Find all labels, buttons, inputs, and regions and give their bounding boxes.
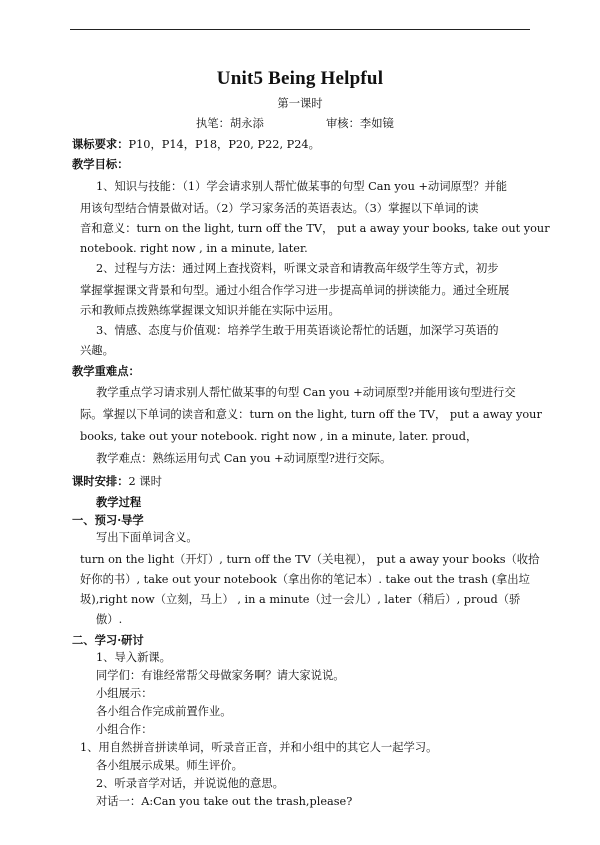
schedule-value: 2 课时 [128,475,162,488]
objectives-line: 掌握掌握课文背景和句型。通过小组合作学习进一步提高单词的拼读能力。通过全班展 [80,284,510,297]
reviewer-credit: 审核：李如镜 [326,117,394,130]
document-title: Unit5 Being Helpful [216,68,384,89]
study-line: 1、用自然拼音拼读单词，听录音正音，并和小组中的其它人一起学习。 [80,741,438,754]
objectives-line: 2、过程与方法：通过网上查找资料，听课文录音和请教高年级学生等方式，初步 [96,262,499,275]
study-line: 小组合作： [96,723,153,736]
section-heading-preview: 一、预习·导学 [72,513,144,527]
key-points-line: books, take out your notebook. right now , in a minute, later. proud， [80,430,478,443]
preview-line: 傲）. [96,613,123,626]
study-line: 同学们：有谁经常帮父母做家务啊？请大家说说。 [96,669,345,682]
author-credit: 执笔：胡永添 [196,117,264,130]
study-line: 1、导入新课。 [96,651,171,664]
standards-pages: P10，P14，P18，P20, P22, P24。 [128,138,320,151]
objectives-line: 兴趣。 [80,344,114,357]
process-heading: 教学过程 [96,495,142,509]
study-line: 小组展示： [96,687,153,700]
preview-line: turn on the light（开灯）, turn off the TV（关电视）， put a away your books（收拾 [80,553,540,566]
study-line: 2、听录音学对话，并说说他的意思。 [96,777,284,790]
key-points-line: 教学难点：熟练运用句式 Can you +动词原型?进行交际。 [96,452,392,465]
objectives-line: 示和教师点拨熟练掌握课文知识并能在实际中运用。 [80,304,340,317]
section-heading-study: 二、学习·研讨 [72,633,144,647]
schedule-label: 课时安排： [72,474,129,488]
preview-line: 好你的书）, take out your notebook（拿出你的笔记本）. take out the trash (拿出垃 [80,573,530,586]
objectives-line: 3、情感、态度与价值观：培养学生敢于用英语谈论帮忙的话题，加深学习英语的 [96,324,499,337]
objectives-line: 音和意义：turn on the light, turn off the TV， put a away your books, take out your [80,222,550,235]
key-points-line: 教学重点学习请求别人帮忙做某事的句型 Can you +动词原型?并能用该句型进行交 [96,386,516,399]
study-line: 各小组展示成果。师生评价。 [96,759,243,772]
lesson-label: 第一课时 [277,97,323,110]
standards-line [72,137,320,152]
objectives-line: 1、知识与技能：（1）学会请求别人帮忙做某事的句型 Can you +动词原型？并能 [96,180,507,193]
objectives-heading: 教学目标： [72,157,129,171]
key-points-line: 际。掌握以下单词的读音和意义：turn on the light, turn off the TV， put a away your [80,408,542,421]
preview-line: 圾),right now（立刻，马上） , in a minute（过一会儿）, later（稍后）, proud（骄 [80,593,521,606]
preview-line: 写出下面单词含义。 [96,531,198,544]
standards-label: 课标要求： [72,137,129,151]
objectives-line: 用该句型结合情景做对话。（2）学习家务活的英语表达。（3）掌握以下单词的读 [80,202,479,215]
objectives-line: notebook. right now , in a minute, later. [80,242,308,255]
key-points-heading: 教学重难点： [72,364,140,378]
study-line: 对话一：A:Can you take out the trash,please? [96,795,353,808]
header-rule [70,29,530,30]
schedule-line [72,474,162,489]
study-line: 各小组合作完成前置作业。 [96,705,232,718]
